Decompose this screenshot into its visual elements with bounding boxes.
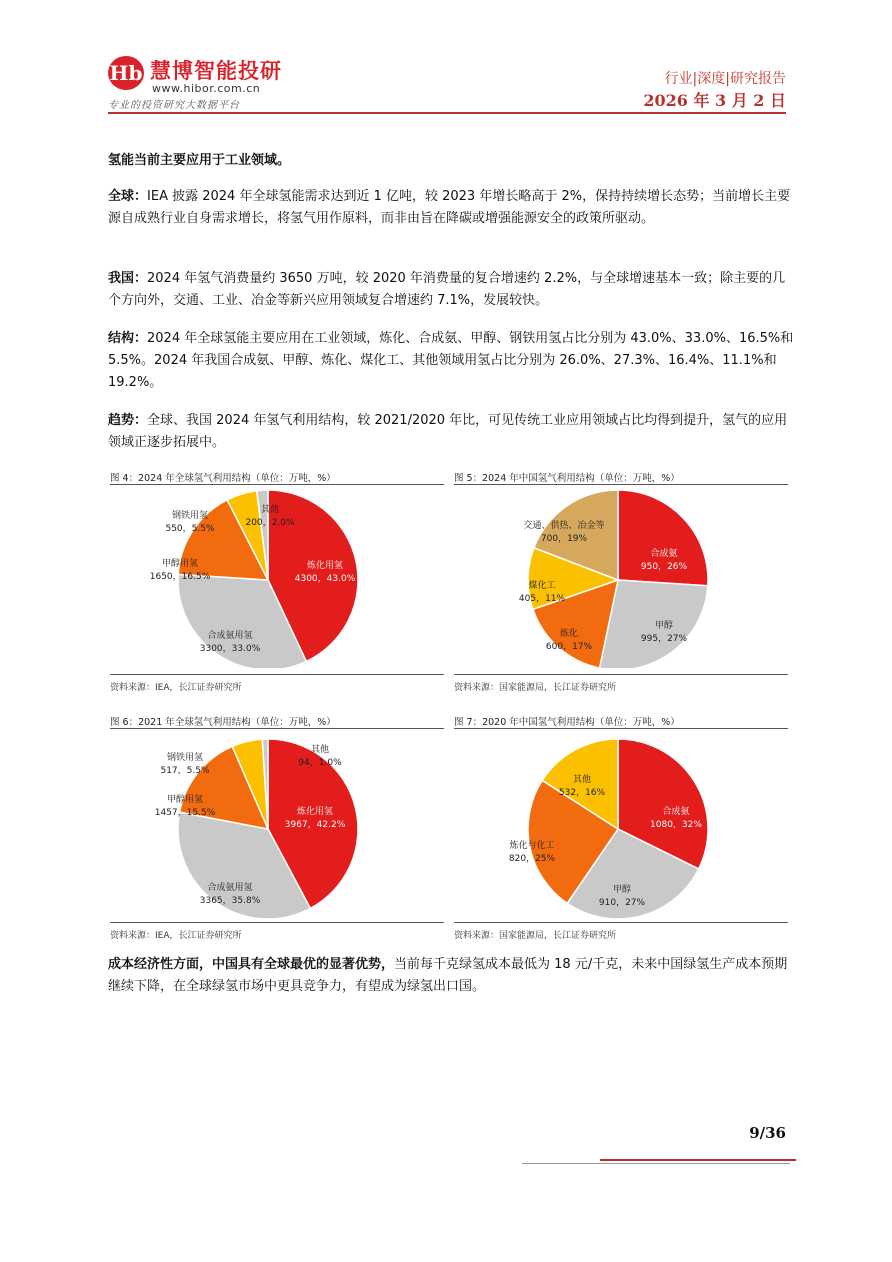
slice-value-3: 550，5.5% [165, 524, 215, 534]
pie-chart-2021-global [110, 732, 444, 922]
slice-label-1: 合成氨用氢 [207, 631, 253, 641]
slice-value-2: 820，25% [508, 854, 556, 864]
paragraph-china [108, 268, 794, 312]
paragraph-global-text: IEA 披露 2024 年全球氢能需求达到近 1 亿吨，较 2023 年增长略高于 2%，保持持续增长态势；当前增长主要源自成熟行业自身需求增长，将氢气用作原料，而非由旨在降碳或增强能源安全的政策所驱动。 [108, 189, 791, 226]
slice-value-1: 995，27% [640, 634, 688, 644]
slice-label-3: 钢铁用氢 [166, 753, 204, 763]
slice-value-0: 3967，42.2% [284, 820, 346, 830]
pie-chart-2024-china [454, 488, 788, 668]
slice-label-0: 合成氨 [662, 807, 690, 817]
slice-value-1: 910，27% [598, 898, 646, 908]
slice-label-2: 炼化与化工 [509, 841, 555, 851]
paragraph-global [108, 186, 794, 230]
figure-rule-bottom [454, 674, 788, 675]
report-category: 行业|深度|研究报告 [664, 71, 786, 87]
slice-label-3: 钢铁用氢 [171, 511, 209, 521]
slice-value-3: 517，5.5% [160, 766, 210, 776]
slice-label-3: 煤化工 [528, 581, 556, 591]
slice-value-2: 1457，15.5% [154, 808, 216, 818]
figure-5 [454, 470, 788, 698]
paragraph-structure-lead: 结构： [108, 331, 148, 346]
slice-value-2: 1650，16.5% [149, 572, 211, 582]
paragraph-trend-lead: 趋势： [108, 413, 148, 428]
slice-value-3: 532，16% [558, 788, 606, 798]
figure-rule-bottom [110, 674, 444, 675]
paragraph-structure-text: 2024 年全球氢能主要应用在工业领域，炼化、合成氨、甲醇、钢铁用氢占比分别为 43.0%、33.0%、16.5%和 5.5%。2024 年我国合成氨、甲醇、炼化、煤化工、其他领域用氢占比分别为 26.0%、27.3%、16.4%、11.1%和 19.2%。 [108, 331, 794, 390]
pie-chart-2024-global [110, 488, 444, 668]
figure-rule-top [110, 728, 444, 729]
slice-label-0: 炼化用氢 [306, 561, 344, 571]
figure-rule-top [454, 728, 788, 729]
paragraph-global-lead: 全球： [108, 189, 148, 204]
logo-name: 慧博智能投研 [150, 59, 282, 83]
report-date: 2026 年 3 月 2 日 [643, 91, 786, 110]
footer-rule-accent [600, 1159, 796, 1161]
slice-value-4: 200，2.0% [245, 518, 295, 528]
figure-title: 图 5：2024 年中国氢气利用结构（单位：万吨，%） [454, 473, 680, 484]
figure-source: 资料来源：国家能源局，长江证券研究所 [454, 683, 617, 693]
paragraph-intro-lead: 氢能当前主要应用于工业领域。 [108, 153, 291, 168]
page-number: 9/36 [749, 1124, 786, 1142]
figure-7 [454, 714, 788, 942]
paragraph-cost-lead: 成本经济性方面，中国具有全球最优的显著优势， [108, 957, 395, 972]
logo-url: www.hibor.com.cn [152, 82, 261, 95]
slice-label-2: 甲醇用氢 [166, 795, 204, 805]
paragraph-trend-text: 全球、我国 2024 年氢气利用结构，较 2021/2020 年比，可见传统工业应用领域占比均得到提升，氢气的应用领域正逐步拓展中。 [108, 413, 788, 450]
figure-rule-bottom [110, 922, 444, 923]
paragraph-cost-text: 当前每千克绿氢成本最低为 18 元/千克，未来中国绿氢生产成本预期继续下降，在全球绿氢市场中更具竞争力，有望成为绿氢出口国。 [108, 957, 788, 994]
slice-value-0: 1080，32% [650, 820, 702, 830]
logo-slogan: 专业的投资研究大数据平台 [108, 100, 240, 111]
figure-4 [110, 470, 444, 698]
figure-title: 图 6：2021 年全球氢气利用结构（单位：万吨，%） [110, 717, 336, 728]
figure-rule-bottom [454, 922, 788, 923]
logo-mark: Hb [108, 56, 144, 90]
figure-6 [110, 714, 444, 942]
slice-value-1: 3365，35.8% [199, 896, 261, 906]
footer-rule [522, 1163, 790, 1164]
slice-value-0: 4300，43.0% [294, 574, 356, 584]
paragraph-china-lead: 我国： [108, 271, 148, 286]
slice-label-4: 交通、供热、冶金等 [523, 521, 605, 531]
slice-label-1: 甲醇 [612, 885, 632, 895]
header-divider [108, 112, 786, 114]
slice-value-4: 94，1.0% [298, 758, 342, 768]
paragraph-trend [108, 410, 794, 454]
figure-source: 资料来源：IEA，长江证券研究所 [110, 683, 242, 693]
paragraph-china-text: 2024 年氢气消费量约 3650 万吨，较 2020 年消费量的复合增速约 2.2%，与全球增速基本一致；除主要的几个方向外，交通、工业、冶金等新兴应用领域复合增速约 7.1%，发展较快。 [108, 271, 786, 308]
slice-label-4: 其他 [310, 745, 330, 755]
figure-rule-top [110, 484, 444, 485]
slice-value-2: 600，17% [545, 642, 593, 652]
slice-label-2: 甲醇用氢 [161, 559, 199, 569]
slice-label-1: 合成氨用氢 [207, 883, 253, 893]
slice-value-4: 700，19% [540, 534, 588, 544]
slice-value-3: 405，11% [518, 594, 566, 604]
slice-label-0: 炼化用氢 [296, 807, 334, 817]
slice-value-0: 950，26% [640, 562, 688, 572]
paragraph-cost [108, 954, 794, 998]
paragraph-structure [108, 328, 794, 394]
slice-label-4: 其他 [260, 505, 280, 515]
slice-label-0: 合成氨 [650, 549, 678, 559]
figure-source: 资料来源：国家能源局，长江证券研究所 [454, 931, 617, 941]
slice-label-3: 其他 [572, 775, 592, 785]
paragraph-intro [108, 150, 794, 172]
figure-rule-top [454, 484, 788, 485]
figure-title: 图 4：2024 年全球氢气利用结构（单位：万吨，%） [110, 473, 336, 484]
figure-source: 资料来源：IEA，长江证券研究所 [110, 931, 242, 941]
slice-label-2: 炼化 [559, 629, 579, 639]
figure-title: 图 7：2020 年中国氢气利用结构（单位：万吨，%） [454, 717, 680, 728]
slice-label-1: 甲醇 [654, 621, 674, 631]
pie-chart-2020-china [454, 732, 788, 922]
slice-value-1: 3300，33.0% [199, 644, 261, 654]
